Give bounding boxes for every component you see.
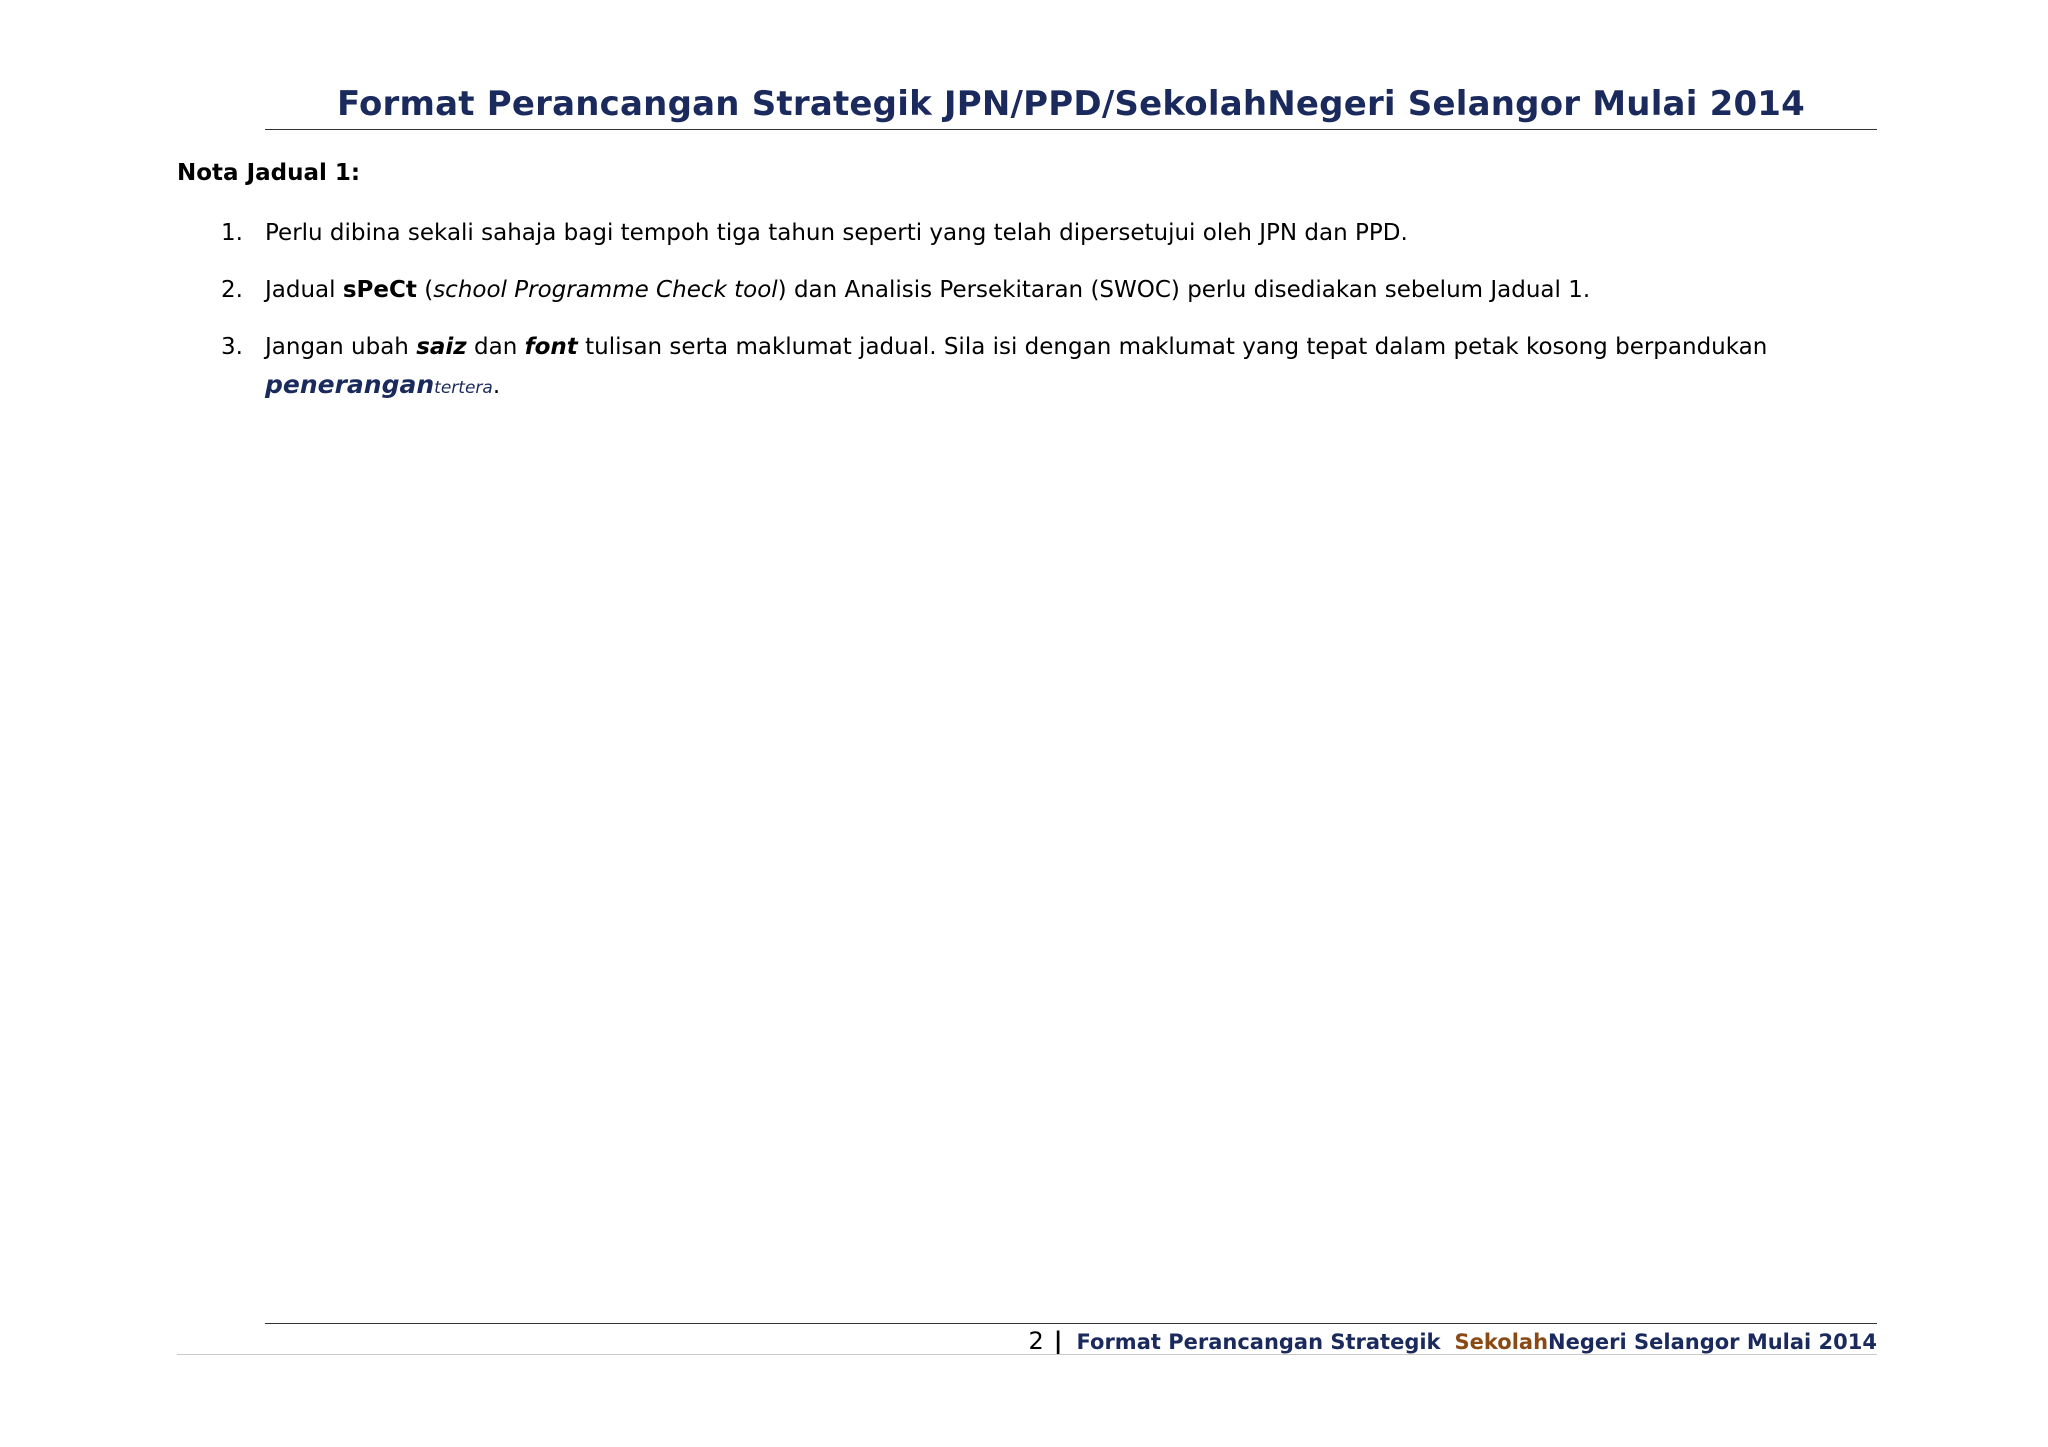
page-header-title: Format Perancangan Strategik JPN/PPD/SekolahNegeri Selangor Mulai 2014 bbox=[336, 84, 1806, 124]
tertera-term: tertera bbox=[434, 378, 493, 398]
footer-title-part2: Sekolah bbox=[1454, 1330, 1549, 1354]
spect-term: sPeCt bbox=[342, 277, 417, 303]
note-text-segment: Jadual bbox=[265, 277, 343, 303]
note-text-segment: ( bbox=[416, 277, 434, 303]
footer-separator: | bbox=[1053, 1327, 1063, 1355]
footer-title-part1: Format Perancangan Strategik bbox=[1076, 1330, 1441, 1354]
note-text-segment: tulisan serta maklumat jadual. Sila isi dengan maklumat yang tepat dalam petak kosong berpandukan bbox=[577, 334, 1768, 360]
note-number: 1. bbox=[221, 220, 243, 246]
penerangan-term: penerangan bbox=[265, 370, 435, 399]
footer-divider-bottom bbox=[177, 1354, 1877, 1355]
note-item-3 bbox=[177, 328, 1777, 407]
note-number: 2. bbox=[221, 277, 243, 303]
page-footer bbox=[1028, 1327, 1877, 1355]
note-text: Perlu dibina sekali sahaja bagi tempoh tiga tahun seperti yang telah dipersetujui oleh JPN dan PPD. bbox=[265, 220, 1408, 246]
saiz-term: saiz bbox=[416, 334, 467, 360]
note-text-segment: dan bbox=[466, 334, 525, 360]
spect-expansion: school Programme Check tool bbox=[433, 277, 778, 303]
note-list bbox=[177, 214, 1777, 407]
font-term: font bbox=[524, 334, 578, 360]
header-divider bbox=[265, 129, 1877, 130]
note-item-2 bbox=[177, 271, 1777, 309]
note-text-segment: Jangan ubah bbox=[265, 334, 417, 360]
note-text-segment: ) dan Analisis Persekitaran (SWOC) perlu disediakan sebelum Jadual 1. bbox=[777, 277, 1591, 303]
footer-title-part3: Negeri Selangor Mulai 2014 bbox=[1548, 1330, 1877, 1354]
page-number: 2 bbox=[1028, 1327, 1044, 1355]
note-heading: Nota Jadual 1: bbox=[177, 160, 361, 186]
note-item-1 bbox=[177, 214, 1777, 252]
note-text-segment: . bbox=[492, 373, 501, 399]
footer-divider-top bbox=[265, 1323, 1877, 1324]
note-number: 3. bbox=[221, 334, 243, 360]
